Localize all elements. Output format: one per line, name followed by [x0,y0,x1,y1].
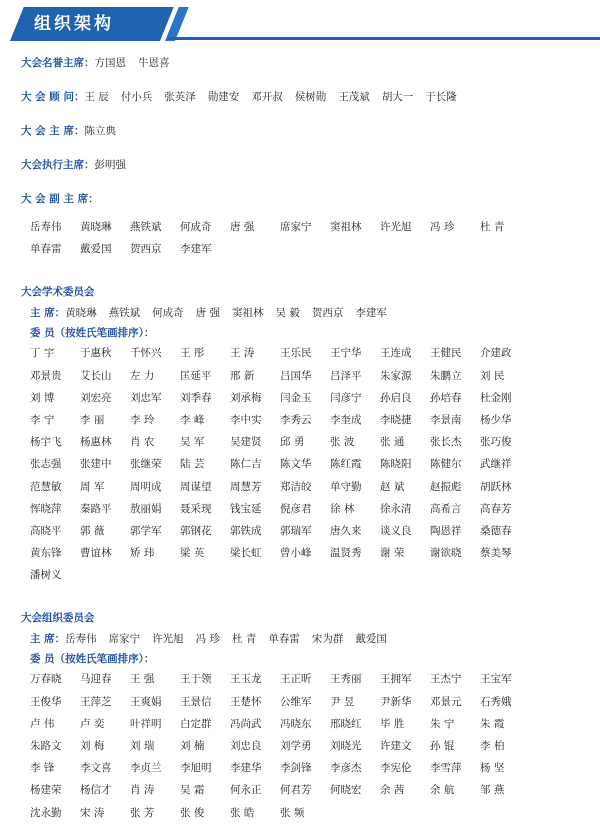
academic-members-heading [0,322,600,342]
person-name: 岳寿伟 [65,632,97,645]
person-name: 刘 民 [480,369,505,382]
person-name: 李 玲 [130,413,155,426]
person-name: 李 柏 [480,740,505,752]
person-name: 王 强 [130,673,155,686]
person-name: 杜 青 [232,632,257,645]
person-name: 恽晓萍 [30,502,62,515]
role-names [84,123,116,138]
academic-committee-title: 大会学术委员会 [21,286,95,299]
person-name: 唐 强 [195,306,220,319]
person-name: 杨少华 [480,413,512,426]
person-name: 李宪伦 [380,762,412,775]
person-name: 孙 锟 [430,740,455,752]
person-name: 谢 荣 [380,547,405,560]
person-name: 武继祥 [480,458,512,471]
person-name: 陈健尔 [430,458,462,471]
person-name: 燕铁斌 [108,306,141,319]
person-name: 张长杰 [430,436,462,449]
person-name: 李秀云 [280,413,312,426]
person-name: 徐永清 [380,502,412,515]
person-name: 高晓平 [30,524,62,537]
person-name: 李彦杰 [330,762,362,775]
person-name: 陈红霞 [330,458,362,471]
person-name: 王萍芝 [80,695,112,708]
person-name: 卢 奕 [80,717,105,730]
person-name: 李奎成 [330,413,362,426]
person-name: 郭铁成 [230,524,262,537]
organization-content [0,44,600,824]
person-name: 陈立典 [84,124,116,137]
role-names [95,157,127,172]
person-name: 周谋望 [180,480,212,493]
person-name: 杨 坚 [480,762,505,775]
person-name: 付小兵 [120,90,153,103]
person-name: 王秀丽 [330,673,362,686]
person-name: 窦祖林 [330,221,362,233]
person-name: 高希言 [430,502,462,515]
person-name: 李建军 [180,243,212,256]
person-name: 桑德春 [480,524,512,537]
person-name: 吴 军 [180,436,205,449]
person-name: 刘 梅 [80,740,105,752]
person-name: 谈义良 [380,524,412,537]
person-name: 李剑锋 [280,762,312,775]
person-name: 李贞兰 [130,762,162,775]
vice-chairs-label: 大 会 副 主 席： [21,192,99,205]
person-name: 张 皓 [230,806,255,819]
person-name: 朱路文 [30,740,62,752]
person-name: 黄晓琳 [80,221,112,233]
academic-members-list [0,342,600,586]
person-name: 闫彦宁 [330,391,362,404]
person-name: 吕泽平 [330,369,362,382]
person-name: 唐 强 [230,221,255,233]
person-name: 千怀兴 [130,347,162,360]
person-name: 李雪萍 [430,762,462,775]
person-name: 单守勤 [330,480,362,493]
person-name: 矫 玮 [130,547,155,560]
person-name: 朱鹏立 [430,369,462,382]
section-header [0,0,600,44]
organizing-members-list [0,668,600,823]
person-name: 杜金刚 [480,391,512,404]
person-name: 王拥军 [380,673,412,686]
person-name: 刘 博 [30,391,55,404]
person-name: 高春芳 [480,502,512,515]
person-name: 邱 勇 [280,436,305,449]
academic-chairs-list [65,305,387,320]
organizing-chairs-row [0,628,600,648]
person-name: 胡大一 [381,90,414,103]
person-name: 宋 涛 [80,806,105,819]
person-name: 梁长虹 [230,547,262,560]
person-name: 匡延平 [180,369,212,382]
person-name: 艾长山 [80,369,112,382]
role-names [95,55,170,70]
person-name: 许光旭 [380,221,412,233]
person-name: 郭瑞军 [280,524,312,537]
organizing-members-heading [0,648,600,668]
person-name: 吴 毅 [275,306,300,319]
person-name: 于惠秋 [80,347,112,360]
person-name: 刘季春 [180,391,212,404]
vice-chairs-heading [0,188,600,208]
organizing-chairs-list [65,631,387,646]
person-name: 王于领 [180,673,212,686]
person-name: 潘树义 [30,569,62,582]
person-name: 吴 霜 [180,784,205,797]
person-name: 钱宝延 [230,502,262,515]
person-name: 余 茜 [380,784,405,797]
person-name: 单春雷 [268,632,300,645]
person-name: 冯尚武 [230,717,262,730]
person-name: 刘 瑞 [130,740,155,752]
person-name: 冯晓东 [280,717,312,730]
person-name: 陆 芸 [180,458,205,471]
person-name: 余 航 [430,784,455,797]
person-name: 谢欲晓 [430,547,462,560]
person-name: 白定群 [180,717,212,730]
person-name: 刘宏亮 [80,391,112,404]
person-name: 李建军 [355,306,387,319]
person-name: 张志强 [30,458,62,471]
person-name: 王楚怀 [230,695,262,708]
person-name: 王乐民 [280,347,312,360]
person-name: 吴建贤 [230,436,262,449]
person-name: 何成奇 [152,306,184,319]
person-name: 王杰宁 [430,673,462,686]
person-name: 邢 新 [230,369,255,382]
person-name: 马迎春 [80,673,112,686]
person-name: 王 辰 [84,90,109,103]
person-name: 陶恩祥 [430,524,462,537]
person-name: 王玉龙 [230,673,262,686]
person-name: 朱 霞 [480,717,505,730]
person-name: 张 通 [380,436,405,449]
person-name: 贺西京 [130,243,162,256]
person-name: 冯 珍 [195,632,220,645]
person-name: 何晓宏 [330,784,362,797]
role-label: 大会名誉主席： [21,56,95,69]
person-name: 王景信 [180,695,212,708]
person-name: 周 军 [80,480,105,493]
person-name: 杨信才 [80,784,112,797]
role-label: 大会执行主席： [21,158,95,171]
person-name: 席家宁 [108,632,141,645]
person-name: 王俊华 [30,695,62,708]
academic-members-label: 委 员（按姓氏笔画排序）： [30,326,155,339]
person-name: 李建华 [230,762,262,775]
person-name: 周慧芳 [230,480,262,493]
person-name: 于长隆 [425,90,457,103]
person-name: 岳寿伟 [30,221,62,233]
person-name: 胡跃林 [480,480,512,493]
header-rule-line [168,37,600,40]
person-name: 毕 胜 [380,717,405,730]
person-name: 王 彤 [180,347,205,360]
person-name: 孙培春 [430,391,462,404]
role-row [0,86,600,106]
person-name: 朱家源 [380,369,412,382]
person-name: 黄晓琳 [65,306,97,319]
person-name: 张 芳 [130,806,155,819]
person-name: 孙启良 [380,391,412,404]
person-name: 邓景元 [430,695,462,708]
person-name: 刘承梅 [230,391,262,404]
person-name: 倪彦君 [280,502,312,515]
person-name: 许光旭 [152,632,184,645]
person-name: 卢 伟 [30,717,55,730]
person-name: 郑洁皎 [280,480,312,493]
organizing-chairs-label: 主 席： [30,632,66,645]
person-name: 赵 斌 [380,480,405,493]
role-label: 大 会 顾 问： [21,90,85,103]
person-name: 肖 农 [130,436,155,449]
person-name: 邹 燕 [480,784,505,797]
academic-chairs-row [0,302,600,322]
person-name: 刘 楠 [180,740,205,752]
person-name: 贺西京 [311,306,344,319]
person-name: 沈永勤 [30,806,62,819]
person-name: 燕铁斌 [130,221,162,233]
person-name: 刘学勇 [280,740,312,752]
person-name: 王正昕 [280,673,312,686]
person-name: 张 波 [330,436,355,449]
role-label: 大 会 主 席： [21,124,85,137]
organizing-members-label: 委 员（按姓氏笔画排序）： [30,652,155,665]
person-name: 陈仁吉 [230,458,262,471]
person-name: 李 锋 [30,762,55,775]
person-name: 张 频 [280,806,305,819]
person-name: 梁 英 [180,547,205,560]
person-name: 邓开叔 [251,90,283,103]
person-name: 肖 涛 [130,784,155,797]
person-name: 陈晓阳 [380,458,412,471]
academic-chairs-label: 主 席： [30,306,66,319]
person-name: 郭 薇 [80,524,105,537]
person-name: 丁 宇 [30,347,55,360]
person-name: 周明成 [130,480,162,493]
person-name: 曹谊林 [80,547,112,560]
person-name: 范慧敏 [30,480,62,493]
person-name: 王茂斌 [338,90,370,103]
person-name: 尹新华 [380,695,412,708]
person-name: 杜 青 [480,221,505,233]
person-name: 秦路平 [80,502,112,515]
person-name: 闫金玉 [280,391,312,404]
person-name: 李 峰 [180,413,205,426]
person-name: 张巧俊 [480,436,512,449]
role-names [84,89,456,104]
person-name: 张建中 [80,458,112,471]
person-name: 吕国华 [280,369,312,382]
person-name: 李 宁 [30,413,55,426]
person-name: 单春雷 [30,243,62,256]
person-name: 刘忠良 [230,740,262,752]
person-name: 王宝军 [480,673,512,686]
role-row [0,154,600,174]
person-name: 李 丽 [80,413,105,426]
person-name: 王 涛 [230,347,255,360]
person-name: 王爽娟 [130,695,162,708]
person-name: 何成奇 [180,221,212,233]
person-name: 唐久来 [330,524,362,537]
person-name: 宋为群 [311,632,344,645]
person-name: 杨宇飞 [30,436,62,449]
person-name: 刘晓光 [330,740,362,752]
person-name: 刘忠军 [130,391,162,404]
person-name: 尹 昱 [330,695,355,708]
person-name: 勋建安 [207,90,240,103]
person-name: 李文喜 [80,762,112,775]
person-name: 杨建荣 [30,784,62,797]
person-name: 叶祥明 [130,717,162,730]
person-name: 张继荣 [130,458,162,471]
person-name: 张英泽 [164,90,196,103]
organizing-committee-title: 大会组织委员会 [21,612,95,625]
person-name: 方国恩 [94,56,126,69]
person-name: 侯树勋 [294,90,327,103]
person-name: 何君芳 [280,784,312,797]
person-name: 邓景贵 [30,369,62,382]
person-name: 石秀娥 [480,695,512,708]
page-title: 组织架构 [34,14,114,34]
vice-chairs-list [0,216,600,260]
person-name: 李景南 [430,413,462,426]
person-name: 李中实 [230,413,262,426]
person-name: 敖丽娟 [130,502,162,515]
person-name: 朱 宁 [430,717,455,730]
person-name: 李旭明 [180,762,212,775]
person-name: 徐 林 [330,502,355,515]
role-row [0,120,600,140]
role-row [0,52,600,72]
person-name: 万春晓 [30,673,62,686]
person-name: 杨惠林 [80,436,112,449]
person-name: 李晓捷 [380,413,412,426]
person-name: 曾小峰 [280,547,312,560]
person-name: 牛恩喜 [138,56,170,69]
person-name: 彭明强 [94,158,126,171]
person-name: 温贤秀 [330,547,362,560]
person-name: 介建政 [480,347,512,360]
person-name: 王健民 [430,347,462,360]
person-name: 邢晓红 [330,717,362,730]
person-name: 赵振彪 [430,480,462,493]
person-name: 席家宁 [280,221,312,233]
person-name: 张 俊 [180,806,205,819]
person-name: 冯 珍 [430,221,455,233]
person-name: 郭学军 [130,524,162,537]
person-name: 王宁华 [330,347,362,360]
person-name: 陈文华 [280,458,312,471]
person-name: 聂采现 [180,502,212,515]
person-name: 郭钢花 [180,524,212,537]
person-name: 黄东锋 [30,547,62,560]
top-roles [0,52,600,188]
person-name: 王连成 [380,347,412,360]
person-name: 左 力 [130,369,155,382]
person-name: 戴爱国 [80,243,112,256]
person-name: 何永正 [230,784,262,797]
person-name: 窦祖林 [232,306,264,319]
person-name: 公维军 [280,695,312,708]
person-name: 许建文 [380,740,412,752]
person-name: 戴爱国 [355,632,387,645]
person-name: 蔡美琴 [480,547,512,560]
